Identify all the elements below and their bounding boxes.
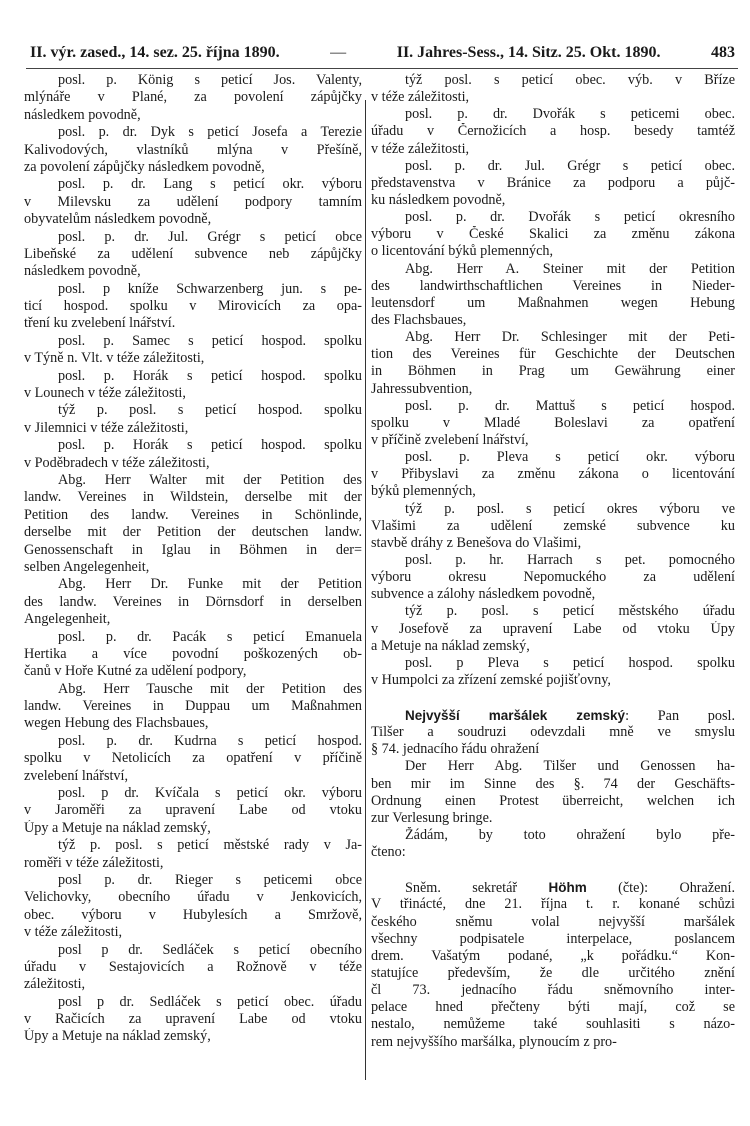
paragraph xyxy=(24,333,362,368)
paragraph xyxy=(24,785,362,837)
paragraph xyxy=(24,942,362,994)
text-line: posl. p. dr. Dvořák s peticemi obec. xyxy=(405,106,735,123)
text-line: Abg. Herr A. Steiner mit der Petition xyxy=(405,260,735,277)
text-line: posl. p. dr. Dyk s peticí Josefa a Terezie xyxy=(58,124,362,141)
text-line: v Račicích za upravení Labe od vtoku xyxy=(24,1011,362,1028)
text-line: nestalo, nemůžeme také souhlasiti s názo- xyxy=(371,1016,735,1033)
text-line: Angelegenheit, xyxy=(24,611,111,628)
text-line: v téže záležitosti, xyxy=(371,89,470,106)
text-line: subvence a zálohy následkem povodně, xyxy=(371,586,596,603)
text-line: v téže záležitosti, xyxy=(24,924,123,941)
speaker-name: Nejvyšší maršálek zemský xyxy=(405,708,626,724)
text-line: posl. p. hr. Harrach s pet. pomocného xyxy=(405,551,735,568)
paragraph xyxy=(371,106,735,157)
paragraph xyxy=(24,994,362,1046)
paragraph xyxy=(24,176,362,228)
column-divider xyxy=(365,100,366,1080)
text-line: § 74. jednacího řádu ohražení xyxy=(371,741,540,758)
text-line: týž p. posl. s peticí městského úřadu xyxy=(405,603,735,620)
text-line: pelace hned přečteny býti mají, což se xyxy=(371,999,735,1016)
text-line: Úpy a Metuje na náklad zemský, xyxy=(24,819,211,836)
text-line: mlýnáře v Plané, za povolení zápůjčky xyxy=(24,89,362,106)
paragraph xyxy=(24,437,362,472)
paragraph xyxy=(371,329,735,398)
paragraph xyxy=(24,472,362,576)
paragraph xyxy=(371,261,735,330)
paragraph xyxy=(24,368,362,403)
text-line: selben Angelegenheit, xyxy=(24,558,150,575)
text-line: spolku v Mladé Boleslavi za opatření xyxy=(371,414,735,431)
text-line: posl p dr. Sedláček s peticí obec. úřadu xyxy=(58,993,362,1010)
text-line: posl. p. Horák s peticí hospod. spolku xyxy=(58,437,362,454)
text-line: čteno: xyxy=(371,844,406,861)
paragraph xyxy=(24,629,362,681)
text-line: záležitosti, xyxy=(24,976,86,993)
text-line: in Böhmen in Prag um Gewährung einer xyxy=(371,363,735,380)
text-line: ben mir im Sinne des §. 74 der Geschäfts- xyxy=(371,775,735,792)
text-line: rem nejvyššího maršálka, plynoucím z pro- xyxy=(371,1033,617,1050)
paragraph xyxy=(371,827,735,861)
paragraph xyxy=(24,872,362,942)
text-line: v Poděbradech v téže záležitosti, xyxy=(24,454,210,471)
text-line: wegen Hebung des Flachsbaues, xyxy=(24,715,209,732)
paragraph xyxy=(371,398,735,449)
paragraph xyxy=(371,603,735,654)
text-line: posl. p. Samec s peticí hospod. spolku xyxy=(58,332,362,349)
paragraph xyxy=(371,879,735,1050)
text-line: Abg. Herr Tausche mit der Petition des xyxy=(58,680,362,697)
paragraph xyxy=(371,655,735,689)
header-rule xyxy=(26,68,738,69)
paragraph xyxy=(24,733,362,785)
paragraph xyxy=(24,576,362,628)
paragraph xyxy=(371,449,735,500)
text-line: čanů v Hoře Kutné za udělení podpory, xyxy=(24,663,247,680)
text-line: v téže záležitosti, xyxy=(371,140,470,157)
text-line: posl p dr. Sedláček s peticí obecního xyxy=(58,941,362,958)
text-line: Petition des landw. Vereines in Schönlinde, xyxy=(24,506,362,523)
header-dash: — xyxy=(330,44,347,61)
text-line: v Milevsku za udělení podpory tamním xyxy=(24,193,362,210)
text-line: v Humpolci za zřízení zemské pojišťovny, xyxy=(371,671,611,688)
header-german xyxy=(397,44,661,62)
text-line: posl. p dr. Kvíčala s peticí okr. výboru xyxy=(58,785,362,802)
text-line: Jahressubvention, xyxy=(371,380,473,397)
paragraph xyxy=(371,209,735,260)
text-line: o licentování býků plemenných, xyxy=(371,243,554,260)
text-line: Der Herr Abg. Tilšer und Genossen ha- xyxy=(405,758,735,775)
paragraph xyxy=(24,124,362,176)
text-line: Hertika a více povodní poškozených ob- xyxy=(24,645,362,662)
text-line: ku následkem povodně, xyxy=(371,191,506,208)
text-line: Tilšer a soudruzi odevzdali mně ve smyslu xyxy=(371,724,735,741)
text-line: Genossenschaft in Iglau in Böhmen in der= xyxy=(24,541,362,558)
text-line: týž p. posl. s peticí hospod. spolku xyxy=(58,402,362,419)
text-line: v Jaroměři za upravení Labe od vtoku xyxy=(24,802,362,819)
text-line: následkem povodně, xyxy=(24,263,141,280)
text-line: českého sněmu volal nejvyšší maršálek xyxy=(371,913,735,930)
header-left: II. výr. zased., 14. sez. 25. října 1890. xyxy=(30,44,280,61)
text-line: Žádám, by toto ohražení bylo pře- xyxy=(405,827,735,844)
text-line: Kalivodových, vlastníků mlýna v Přešíně, xyxy=(24,141,362,158)
speaker-title: Sněm. sekretář xyxy=(405,880,549,897)
header-right: II. Jahres-Sess., 14. Sitz. 25. Okt. 1890. xyxy=(396,44,661,61)
text-line: v příčině zvelebení lnářství, xyxy=(371,431,529,448)
paragraph xyxy=(371,707,735,758)
text-line: statujíce především, že dle určitého znění xyxy=(371,965,735,982)
text-line: posl p. dr. Rieger s peticemi obce xyxy=(58,871,362,888)
paragraph xyxy=(371,501,735,552)
paragraph xyxy=(371,72,735,106)
text-line: představenstva v Bránice za podporu a půjč- xyxy=(371,174,735,191)
left-column xyxy=(24,72,362,1046)
text-line: posl. p. dr. Kudrna s peticí hospod. xyxy=(58,732,362,749)
text-line: týž p. posl. s peticí městské rady v Ja- xyxy=(58,837,362,854)
text-line: v Přibyslavi za změnu zákona o licentování xyxy=(371,466,735,483)
text-line: posl. p. dr. Dvořák s peticí okresního xyxy=(405,209,735,226)
speech-text: (čte): Ohražení. xyxy=(586,880,735,897)
text-line: posl. p kníže Schwarzenberg jun. s pe- xyxy=(58,280,362,297)
text-line: posl. p. Pleva s peticí okr. výboru xyxy=(405,449,735,466)
right-column xyxy=(371,72,735,1051)
speech-text: : Pan posl. xyxy=(625,708,735,725)
paragraph xyxy=(24,281,362,333)
text-line: všechny podpisatele interpelace, poslancem xyxy=(371,930,735,947)
text-line: Abg. Herr Dr. Funke mit der Petition xyxy=(58,576,362,593)
paragraph xyxy=(24,229,362,281)
text-line: Libeňské za udělení subvence neb zápůjčky xyxy=(24,245,362,262)
text-line: týž p. posl. s peticí okres výboru ve xyxy=(405,500,735,517)
speaker-name: Höhm xyxy=(548,880,587,896)
text-line: obec. výboru v Hubylesích a Smržově, xyxy=(24,906,362,923)
paragraph xyxy=(371,158,735,209)
text-line: tion des Vereines für Geschichte der Deutschen xyxy=(371,346,735,363)
paragraph xyxy=(371,552,735,603)
text-line: v Josefově za upravení Labe od vtoku Úpy xyxy=(371,620,735,637)
paragraph xyxy=(371,758,735,827)
text-line: a Metuje na náklad zemský, xyxy=(371,637,530,654)
text-line: týž posl. s peticí obec. výb. v Bříze xyxy=(405,72,735,88)
text-line xyxy=(371,707,735,724)
text-line: des landwirthschaftlichen Vereines in Nieder- xyxy=(371,277,735,294)
text-line: výboru v České Skalici za změnu zákona xyxy=(371,226,735,243)
text-line: zvelebení lnářství, xyxy=(24,767,129,784)
text-line: des landw. Vereines in Dörnsdorf in derselben xyxy=(24,593,362,610)
text-line: úřadu v Sestajovicích a Rožnově v téže xyxy=(24,958,362,975)
text-line: derselbe mit der Petition der deutschen landw. xyxy=(24,524,362,541)
text-line: posl. p. König s peticí Jos. Valenty, xyxy=(58,72,362,88)
text-line: úřadu v Černožicích a hosp. besedy tamtéž xyxy=(371,123,735,140)
text-line: posl. p. dr. Jul. Grégr s peticí obec. xyxy=(405,157,735,174)
text-line: landw. Vereines in Wildstein, derselbe mit der xyxy=(24,489,362,506)
page-number: 483 xyxy=(710,44,735,61)
header-czech xyxy=(30,44,280,62)
text-line: Ordnung einen Protest überreicht, welchen ich xyxy=(371,792,735,809)
text-line: des Flachsbaues, xyxy=(371,311,467,328)
text-line: leutensdorf um Maßnahmen wegen Hebung xyxy=(371,294,735,311)
text-line: Abg. Herr Dr. Schlesinger mit der Peti- xyxy=(405,329,735,346)
paragraph xyxy=(24,837,362,872)
text-line xyxy=(371,879,735,896)
text-line: výboru okresu Nepomuckého za udělení xyxy=(371,569,735,586)
text-line: v Týně n. Vlt. v téže záležitosti, xyxy=(24,350,205,367)
text-line: landw. Vereines in Duppau um Maßnahmen xyxy=(24,698,362,715)
text-line: Vlašimi za udělení zemské subvence ku xyxy=(371,517,735,534)
text-line: za povolení zápůjčky následkem povodně, xyxy=(24,158,265,175)
text-line: posl. p. dr. Jul. Grégr s peticí obce xyxy=(58,228,362,245)
text-line: posl. p. dr. Pacák s peticí Emanuela xyxy=(58,628,362,645)
running-header xyxy=(30,44,735,62)
text-line: roměři v téže záležitosti, xyxy=(24,854,164,871)
text-line: tření ku zvelebení lnářství. xyxy=(24,315,176,332)
paragraph xyxy=(24,681,362,733)
text-line: ticí hospod. spolku v Mirovicích za opa- xyxy=(24,298,362,315)
text-line: v Lounech v téže záležitosti, xyxy=(24,385,186,402)
text-line: posl. p. Horák s peticí hospod. spolku xyxy=(58,367,362,384)
paragraph xyxy=(24,72,362,124)
text-line: Velichovky, obecního úřadu v Jenkovicích, xyxy=(24,889,362,906)
text-line: drem. Vašatým podané, „k pořádku.“ Kon- xyxy=(371,947,735,964)
text-line: následkem povodně, xyxy=(24,106,141,123)
paragraph xyxy=(24,402,362,437)
text-line: zur Verlesung bringe. xyxy=(371,809,493,826)
text-line: obyvatelům následkem povodně, xyxy=(24,211,212,228)
text-line: v Jilemnici v téže záležitosti, xyxy=(24,419,189,436)
text-line: posl. p Pleva s peticí hospod. spolku xyxy=(405,654,735,671)
text-line: čl 73. jednacího řádu sněmovního inter- xyxy=(371,982,735,999)
text-line: posl. p. dr. Mattuš s peticí hospod. xyxy=(405,397,735,414)
text-line: býků plemenných, xyxy=(371,483,476,500)
text-line: posl. p. dr. Lang s peticí okr. výboru xyxy=(58,176,362,193)
text-line: Úpy a Metuje na náklad zemský, xyxy=(24,1028,211,1045)
text-line: V třinácté, dne 21. října t. r. konané schůzi xyxy=(371,896,735,913)
text-line: stavbě dráhy z Benešova do Vlašimi, xyxy=(371,534,582,551)
text-line: spolku v Netolicích za opatření v příčině xyxy=(24,750,362,767)
text-line: Abg. Herr Walter mit der Petition des xyxy=(58,471,362,488)
